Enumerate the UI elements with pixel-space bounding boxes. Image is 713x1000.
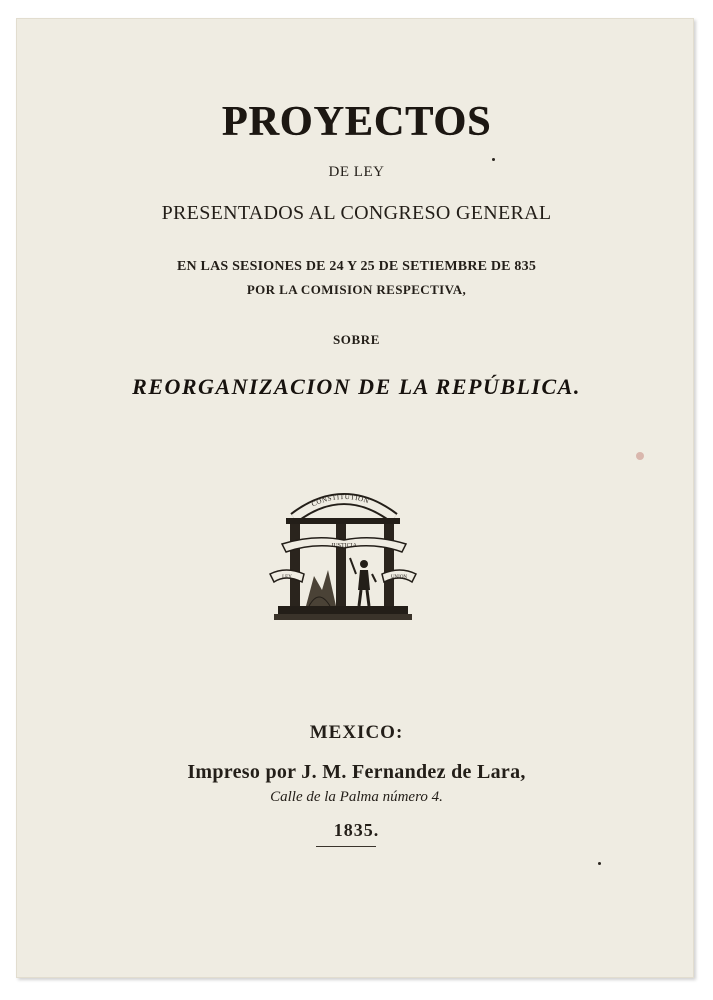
- imprint-place: MEXICO:: [309, 722, 404, 743]
- closing-rule: [316, 846, 376, 847]
- emblem-banner-left: LEY: [282, 575, 292, 580]
- subject-heading: REORGANIZACION DE LA REPÚBLICA.: [132, 374, 581, 399]
- imprint-printer: Impreso por J. M. Fernandez de Lara,: [187, 761, 526, 783]
- ink-speck: [492, 158, 495, 161]
- imprint-address: Calle de la Palma número 4.: [270, 789, 443, 805]
- ink-speck: [598, 862, 601, 865]
- emblem-banner-top: CONSTITUTION: [310, 492, 371, 509]
- emblem-banner-right: UNION: [390, 575, 408, 580]
- ink-speck: [636, 452, 644, 460]
- subtitle-presentados: PRESENTADOS AL CONGRESO GENERAL: [161, 202, 552, 224]
- constitution-emblem-icon: [264, 478, 424, 628]
- subtitle-comision: POR LA COMISION RESPECTIVA,: [246, 282, 467, 297]
- imprint-year: 1835.: [333, 820, 380, 840]
- subtitle-sobre: SOBRE: [332, 332, 381, 347]
- subtitle-de-ley: DE LEY: [328, 164, 385, 180]
- document-title: PROYECTOS: [221, 99, 492, 145]
- subtitle-sesiones: EN LAS SESIONES DE 24 Y 25 DE SETIEMBRE DE 835: [176, 259, 537, 274]
- emblem-banner-middle: JUSTICIA: [330, 543, 358, 549]
